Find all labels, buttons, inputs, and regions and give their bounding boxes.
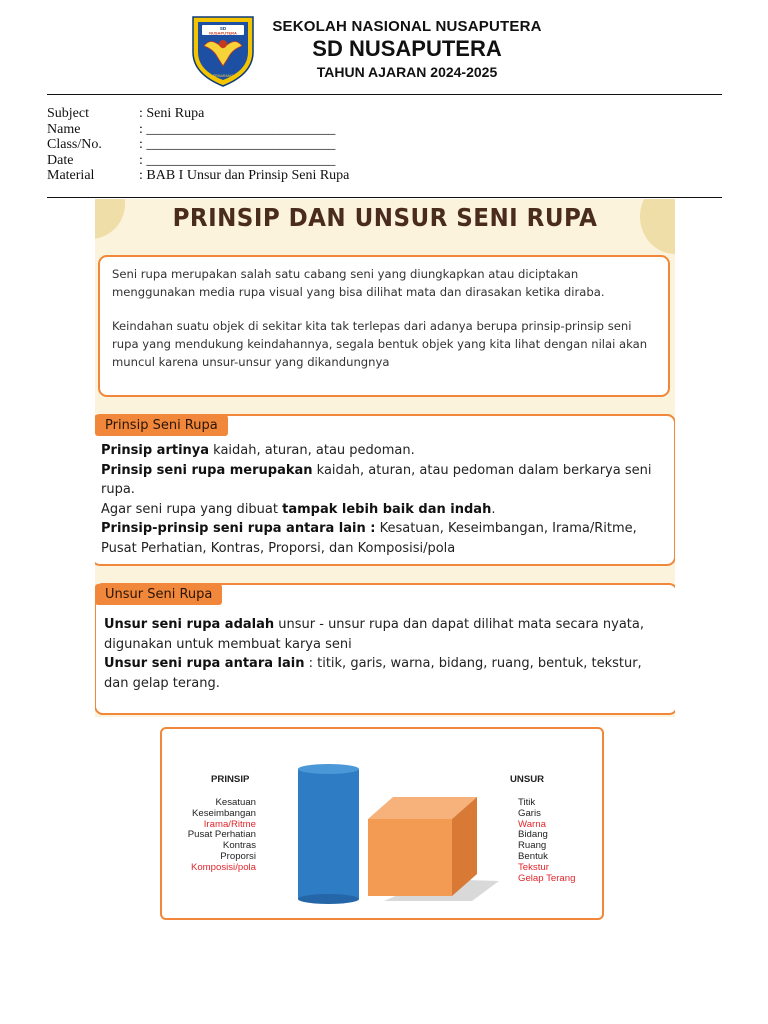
unsur-item: Warna	[518, 818, 546, 830]
intro-paragraph-1: Seni rupa merupakan salah satu cabang seni yang diungkapkan atau diciptakan menggunakan media rupa visual yang bisa dilihat mata dan dirasakan ketika diraba.	[112, 267, 605, 299]
prinsip-seni-rupa-definition: kaidah, aturan, atau pedoman dalam berkarya seni rupa.	[101, 462, 652, 497]
school-name: SD NUSAPUTERA	[312, 36, 502, 61]
material-label: Material	[47, 168, 95, 183]
date-label: Date	[47, 152, 74, 168]
prinsip-item: Pusat Perhatian	[187, 829, 256, 841]
class-field[interactable]: : ___________________________	[139, 137, 336, 152]
unsur-section-tab: Unsur Seni Rupa	[95, 584, 222, 605]
unsur-item: Gelap Terang	[518, 872, 576, 884]
unsur-heading: UNSUR	[510, 774, 545, 785]
logo-text-name: NUSAPUTERA	[209, 30, 237, 36]
unsur-item: Bidang	[518, 829, 548, 841]
prinsip-seni-rupa-term: Prinsip seni rupa merupakan	[101, 462, 313, 478]
prinsip-item: Keseimbangan	[191, 807, 256, 819]
prinsip-box	[95, 414, 675, 566]
unsur-item: Ruang	[518, 840, 547, 852]
prinsip-item: Irama/Ritme	[203, 818, 256, 830]
poster-title: PRINSIP DAN UNSUR SENI RUPA	[172, 203, 598, 232]
prinsip-item: Kontras	[222, 840, 256, 852]
prinsip-list-term: Prinsip-prinsip seni rupa antara lain :	[101, 521, 376, 536]
prinsip-item: Komposisi/pola	[190, 861, 256, 873]
prinsip-items-list	[162, 798, 256, 874]
header-divider-top	[47, 94, 722, 95]
unsur-list-term: Unsur seni rupa antara lain	[104, 656, 305, 671]
name-field[interactable]: : ___________________________	[139, 121, 336, 137]
shapes-illustration	[294, 759, 514, 929]
prinsip-section-tab: Prinsip Seni Rupa	[95, 415, 228, 436]
cylinder-shape	[298, 769, 359, 899]
subject-label: Subject	[47, 106, 89, 121]
cube-shape	[368, 819, 452, 896]
name-label: Name	[47, 121, 81, 137]
prinsip-item: Kesatuan	[215, 797, 256, 808]
prinsip-purpose-text: Agar seni rupa yang dibuat	[101, 501, 283, 517]
academic-year: TAHUN AJARAN 2024-2025	[316, 64, 498, 80]
prinsip-item: Proporsi	[220, 850, 256, 862]
prinsip-definition-term: Prinsip artinya	[101, 443, 210, 458]
unsur-item: Titik	[518, 797, 536, 808]
header-divider-bottom	[47, 197, 722, 198]
prinsip-definition: kaidah, aturan, atau pedoman.	[209, 443, 415, 458]
unsur-definition-term: Unsur seni rupa adalah	[104, 617, 275, 632]
logo-text-top: SD	[219, 26, 227, 31]
prinsip-purpose-end: .	[491, 501, 496, 517]
logo-text-city: SEMARANG	[212, 74, 234, 78]
prinsip-unsur-diagram	[160, 727, 604, 920]
unsur-item: Garis	[518, 807, 541, 819]
unsur-list: : titik, garis, warna, bidang, ruang, bentuk, tekstur, dan gelap terang.	[104, 656, 642, 691]
class-label: Class/No.	[47, 137, 102, 152]
school-network-name: SEKOLAH NASIONAL NUSAPUTERA	[272, 18, 542, 35]
prinsip-heading: PRINSIP	[211, 774, 250, 785]
prinsip-purpose-emphasis: tampak lebih baik dan indah	[282, 501, 492, 517]
infographic-poster	[95, 199, 675, 717]
subject-value: : Seni Rupa	[139, 106, 205, 121]
cylinder-top	[298, 764, 359, 774]
prinsip-list: Kesatuan, Keseimbangan, Irama/Ritme, Pusat Perhatian, Kontras, Proporsi, dan Komposisi/pola	[101, 521, 637, 556]
intro-box	[98, 255, 670, 397]
unsur-item: Bentuk	[518, 850, 548, 862]
prinsip-body	[101, 441, 666, 558]
material-value: : BAB I Unsur dan Prinsip Seni Rupa	[139, 168, 350, 183]
unsur-item: Tekstur	[518, 861, 549, 873]
unsur-body	[104, 615, 669, 693]
cylinder-bottom	[298, 894, 359, 904]
unsur-definition: unsur - unsur rupa dan dapat dilihat mata secara nyata, digunakan untuk membuat karya seni	[104, 617, 644, 652]
date-field[interactable]: : ___________________________	[139, 152, 336, 168]
school-logo	[190, 14, 256, 88]
unsur-items-list	[518, 798, 598, 884]
intro-paragraph-2: Keindahan suatu objek di sekitar kita tak terlepas dari adanya berupa prinsip-prinsip seni rupa yang mendukung keindahannya, segala bentuk objek yang kita lihat dengan nilai akan muncul karena unsur-unsur yang dikandungnya	[112, 319, 648, 369]
